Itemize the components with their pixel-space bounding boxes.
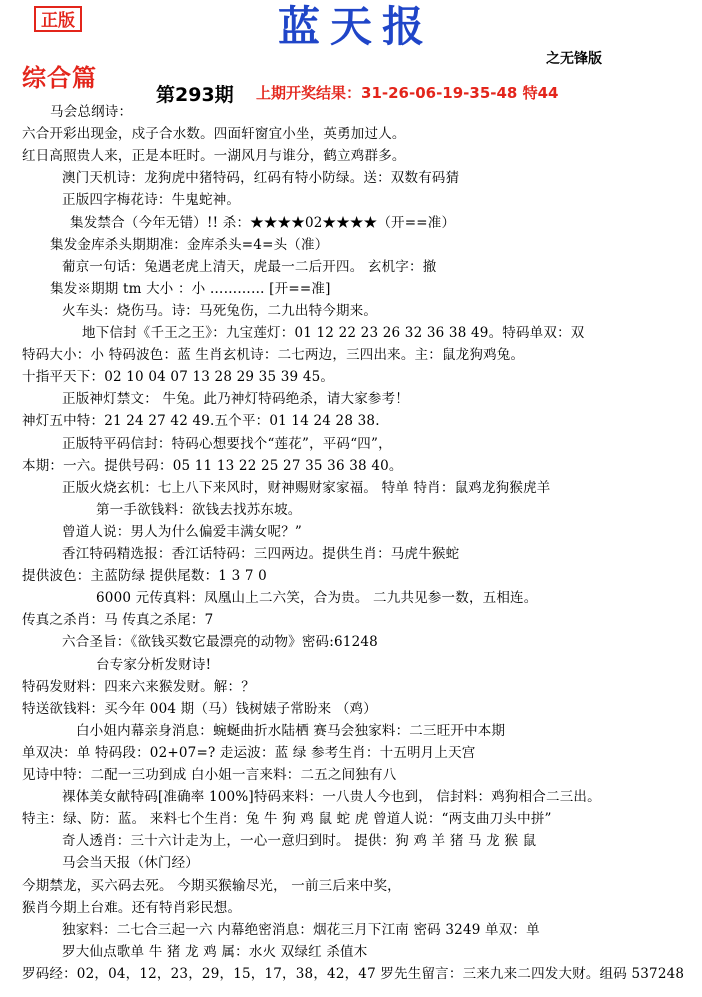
text-line: 传真之杀肖：马 传真之杀尾：7 <box>22 612 214 629</box>
text-line: 6000 元传真料：凤凰山上二六笑，合为贵。 二九共见参一数，五相连。 <box>96 590 538 607</box>
text-line: 正版神灯禁文： 牛兔。此乃神灯特码绝杀，请大家参考！ <box>62 391 409 408</box>
text-line: 神灯五中特：21 24 27 42 49.五个平：01 14 24 28 38. <box>22 413 380 430</box>
text-line: 香江特码精选报：香江话特码：三四两边。提供生肖：马虎牛猴蛇 <box>62 546 460 562</box>
text-line: 红日高照贵人来，正是本旺时。一湖风月与谁分，鹤立鸡群多。 <box>22 148 406 165</box>
last-result: 上期开奖结果：31-26-06-19-35-48 特44 <box>256 84 559 102</box>
text-line: 曾道人说：男人为什么偏爱丰满女呢？” <box>62 523 303 540</box>
text-line: 正版四字梅花诗：牛鬼蛇神。 <box>62 192 241 209</box>
text-line: 集发※期期 tm 大小 ：小 ………… [开==准] <box>50 280 331 297</box>
text-line: 澳门天机诗：龙狗虎中猪特码，红码有特小防绿。送：双数有码猜 <box>62 170 460 187</box>
section-title: 综合篇 <box>22 63 97 92</box>
text-line: 马会总纲诗： <box>50 104 133 120</box>
newspaper-title: 蓝天报 <box>277 2 434 51</box>
text-line: 今期禁龙，买六码去死。 今期买猴输尽光， 一前三后来中奖， <box>22 877 401 894</box>
text-line: 特码发财料：四来六来猴发财。解：？ <box>22 678 255 695</box>
text-line: 六合圣旨：《欲钱买数它最漂亮的动物》密码:61248 <box>62 634 378 651</box>
text-line: 台专家分析发财诗! <box>96 656 212 673</box>
text-line: 葡京一句话：兔遇老虎上清天，虎最一二后开四。 玄机字：撤 <box>62 258 437 275</box>
text-line: 火车头：烧伤马。诗：马死兔伤，二九出特今期来。 <box>62 302 378 319</box>
text-line: 特码大小：小 特码波色：蓝 生肖玄机诗：二七两边，三四出来。主：鼠龙狗鸡兔。 <box>22 347 525 364</box>
text-line: 六合开彩出现金，戍子合水数。四面轩窗宜小坐，英勇加过人。 <box>22 126 406 143</box>
text-line: 地下信封《千王之王》：九宝莲灯：01 12 22 23 26 32 36 38 49。特码单双：双 <box>82 325 585 341</box>
text-line: 第一手欲钱料：欲钱去找苏东坡。 <box>96 501 302 518</box>
text-line: 单双决：单 特码段：02+07=? 走运波：蓝 绿 参考生肖：十五明月上天宫 <box>22 744 476 761</box>
text-line: 提供波色：主蓝防绿 提供尾数：1 3 7 0 <box>22 568 267 585</box>
text-line: 特主：绿、防：蓝。 来料七个生肖：兔 牛 狗 鸡 鼠 蛇 虎 曾道人说：“两支曲刀头中拼” <box>22 811 552 828</box>
text-line: 猴肖今期上台难。还有特肖彩民想。 <box>22 899 242 916</box>
text-line: 罗大仙点歌单 牛 猪 龙 鸡 属：水火 双绿红 杀值木 <box>62 943 368 960</box>
text-line: 罗码经：02，04，12，23，29，15，17，38，42，47 罗先生留言：三来九来二四发大财。组码 537248 <box>22 965 685 982</box>
text-line: 见诗中特：二配一三功到成 白小姐一言来料：二五之间独有八 <box>22 767 397 783</box>
text-line: 特送欲钱料：买今年 004 期（马）钱树婊子常盼来 （鸡） <box>22 700 377 717</box>
text-line: 裸体美女献特码[准确率 100%]特码来料：一八贵人今也到， 信封料：鸡狗相合二三出。 <box>62 789 601 806</box>
text-line: 集发金库杀头期期准：金库杀头=4=头（准） <box>50 236 329 253</box>
authentic-badge: 正版 <box>34 6 82 32</box>
edition-label: 之无锋版 <box>546 51 602 67</box>
text-line: 十指平天下：02 10 04 07 13 28 29 35 39 45。 <box>22 369 335 386</box>
text-line: 奇人透肖：三十六计走为上，一心一意归到时。 提供：狗 鸡 羊 猪 马 龙 猴 鼠 <box>62 833 537 850</box>
text-line: 白小姐内幕亲身消息：蜿蜒曲折水陆栖 赛马会独家料：二三旺开中本期 <box>76 722 506 739</box>
text-line: 集发禁合（今年无错）!! 杀：★★★★02★★★★（开==准） <box>70 214 456 231</box>
text-line: 正版火烧玄机：七上八下来风时，财神赐财家家福。 特单 特肖：鼠鸡龙狗猴虎羊 <box>62 479 551 496</box>
text-line: 正版特平码信封：特码心想要找个“莲花”，平码“四”， <box>62 435 392 452</box>
text-line: 本期：一六。提供号码：05 11 13 22 25 27 35 36 38 40。 <box>22 457 403 474</box>
text-line: 马会当天报（休门经） <box>62 855 199 872</box>
text-line: 独家料：二七合三起一六 内幕绝密消息：烟花三月下江南 密码 3249 单双：单 <box>62 921 540 938</box>
issue-number: 第293期 <box>156 84 234 106</box>
